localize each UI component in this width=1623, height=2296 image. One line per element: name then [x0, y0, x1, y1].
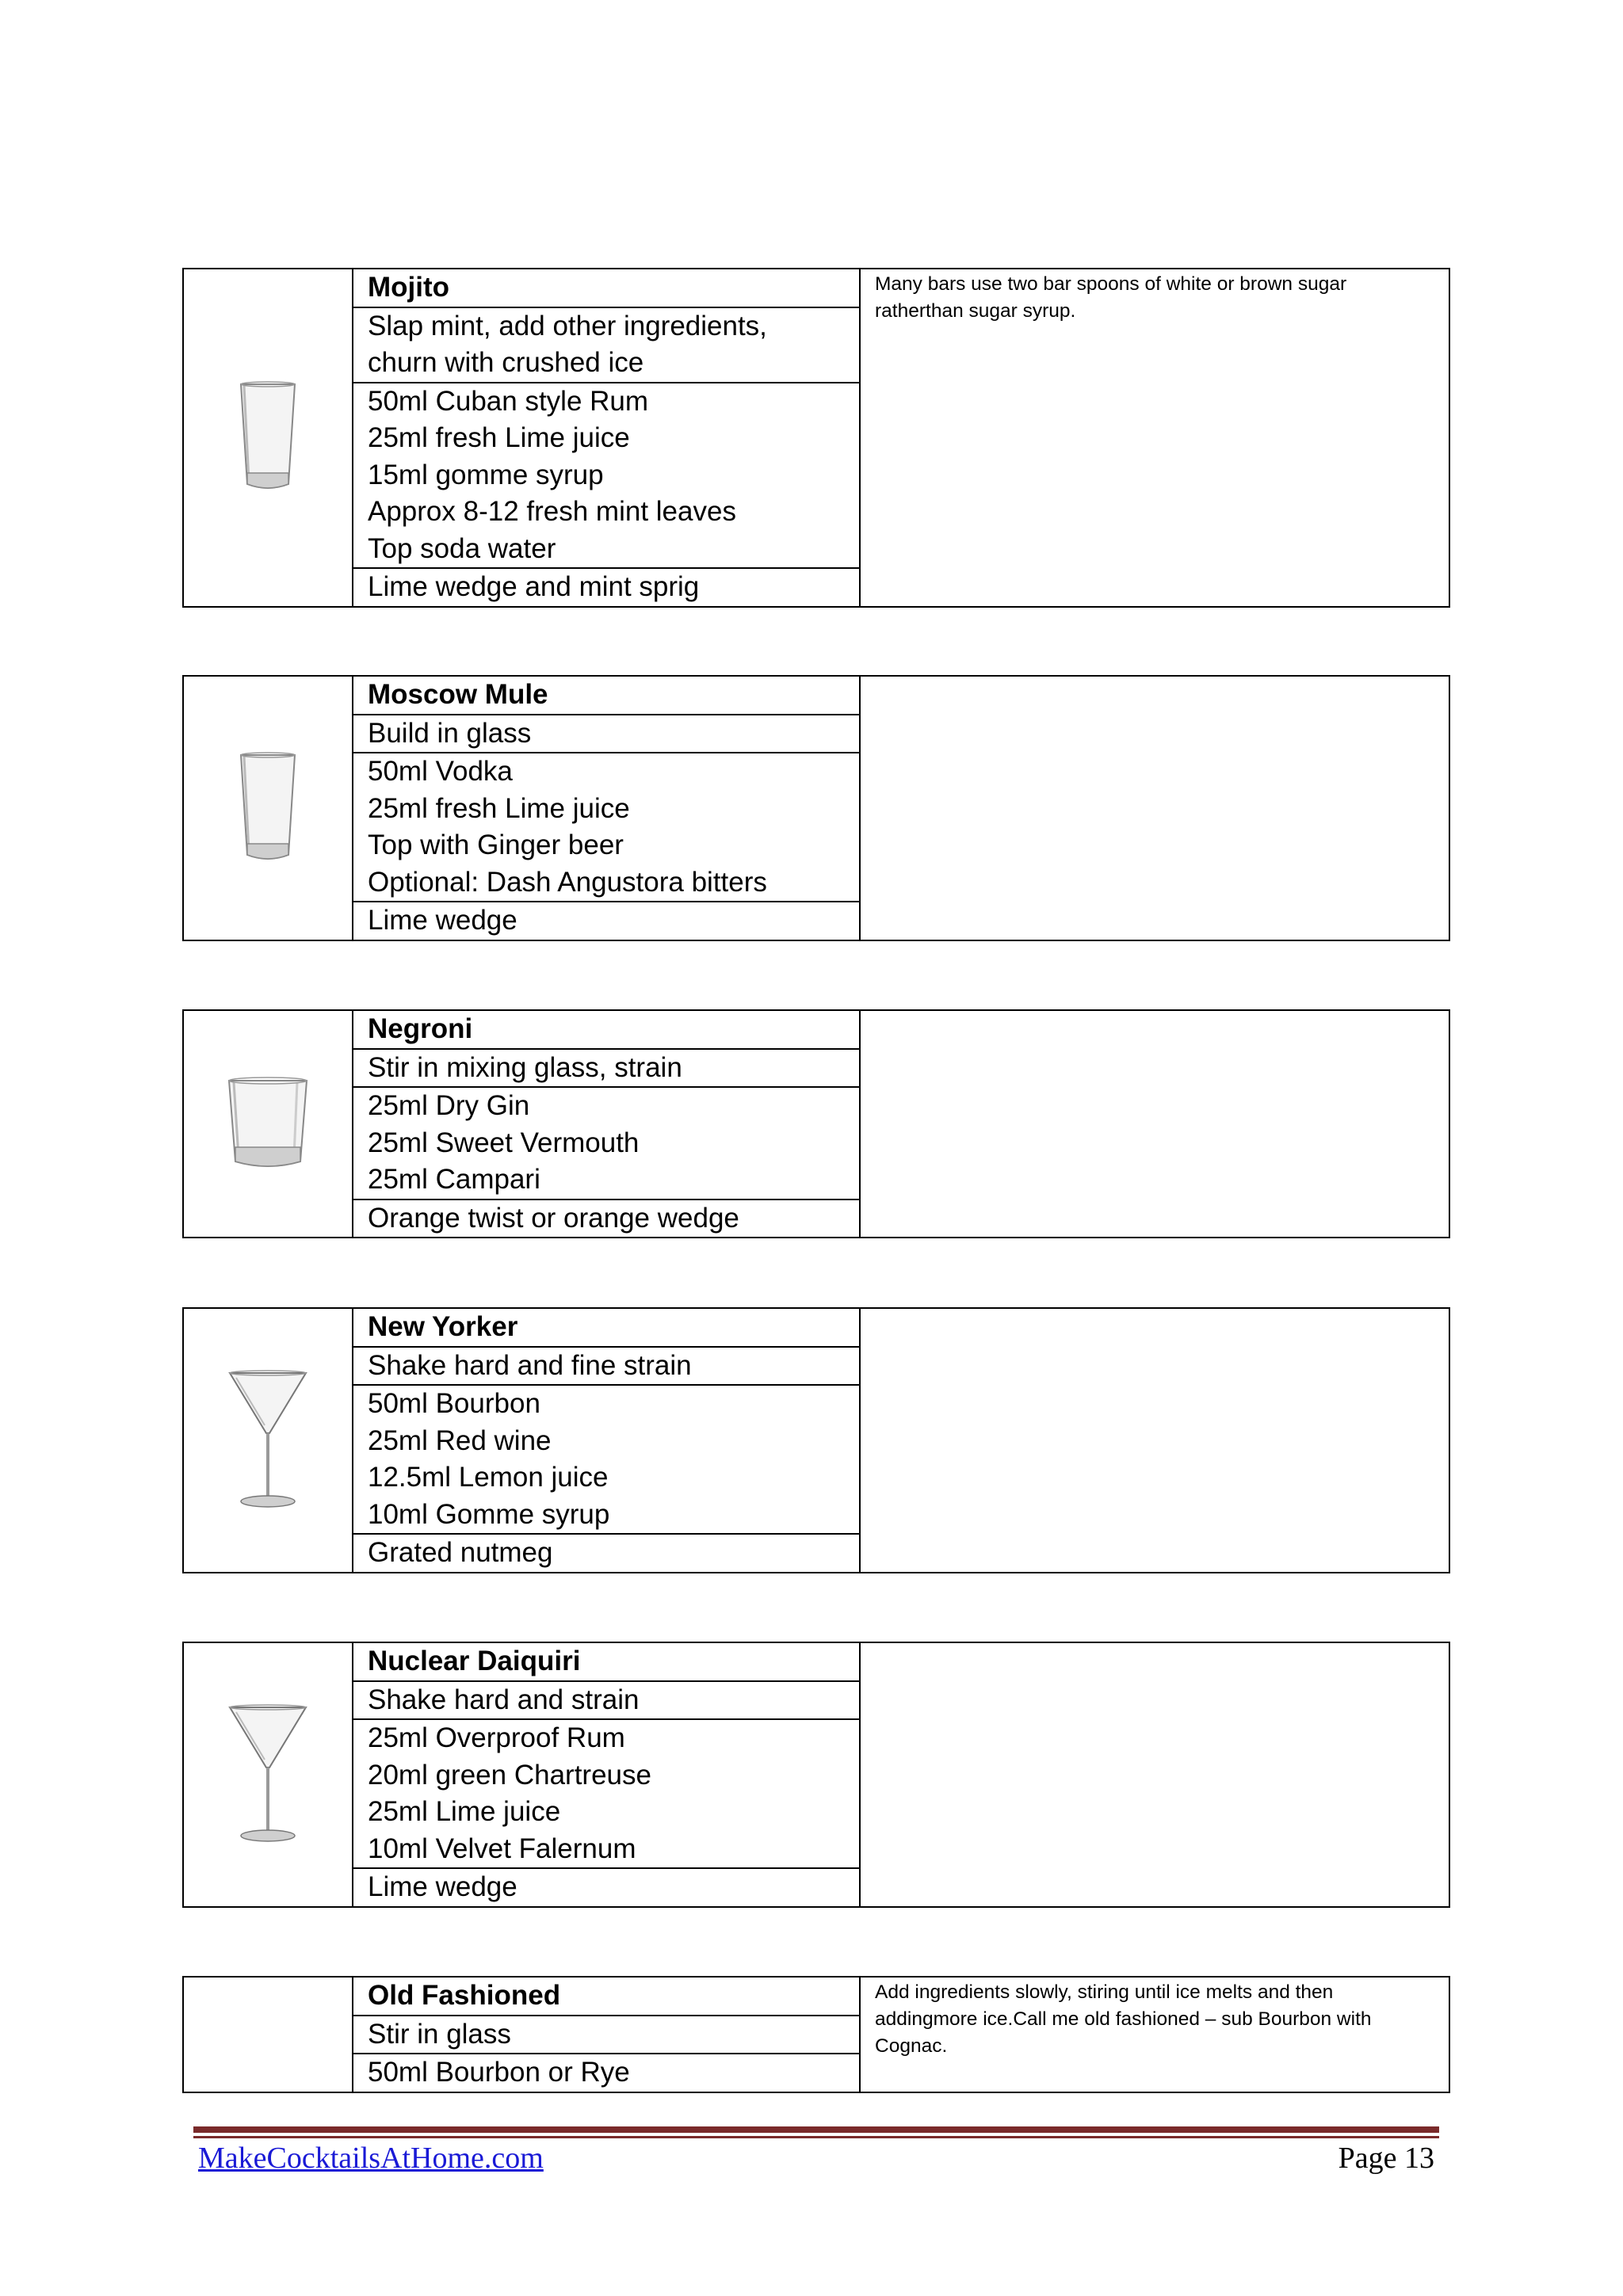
notes: [861, 1309, 1449, 1572]
highball-glass-icon: [236, 750, 300, 866]
ingredients: [353, 1086, 859, 1199]
recipe-details: [353, 677, 861, 940]
footer-site-link[interactable]: MakeCocktailsAtHome.com: [198, 2142, 544, 2175]
glass-cell: [184, 677, 353, 940]
page-number: Page 13: [1338, 2142, 1434, 2175]
ingredients: [353, 382, 859, 568]
garnish: Lime wedge: [353, 1867, 859, 1906]
ingredients-line: 10ml Velvet Falernum: [368, 1833, 636, 1864]
garnish: Lime wedge: [353, 901, 859, 940]
notes-line: Many bars use two bar spoons of white or brown sugar rather: [875, 273, 1347, 322]
recipe-details: [353, 1978, 861, 2092]
ingredients: [353, 2053, 859, 2092]
ingredients-line: 25ml Campari: [368, 1164, 540, 1195]
garnish: Lime wedge and mint sprig: [353, 567, 859, 606]
notes-line: more ice.: [933, 2008, 1014, 2030]
recipe-table-nuclear-daiquiri: [182, 1642, 1450, 1908]
method-line: Shake hard and fine strain: [368, 1349, 692, 1381]
notes-line: than sugar syrup.: [926, 300, 1076, 322]
cocktail-name: Nuclear Daiquiri: [368, 1646, 581, 1676]
martini-glass-icon: [227, 1368, 309, 1512]
method: [353, 714, 859, 753]
recipe-table-negroni: [182, 1009, 1450, 1238]
ingredients-line: 12.5ml Lemon juice: [368, 1462, 609, 1493]
method-line: churn with crushed ice: [368, 347, 644, 378]
ingredients-line: 10ml Gomme syrup: [368, 1498, 610, 1530]
rocks-glass-icon: [224, 1074, 311, 1174]
ingredients-line: 25ml fresh Lime juice: [368, 422, 630, 453]
ingredients-line: 25ml Dry Gin: [368, 1090, 530, 1121]
notes: [861, 1978, 1449, 2092]
ingredients-line: 25ml Overproof Rum: [368, 1722, 625, 1753]
garnish: Grated nutmeg: [353, 1533, 859, 1572]
method: [353, 2015, 859, 2054]
ingredients-line: 25ml Red wine: [368, 1425, 552, 1456]
ingredients: [353, 752, 859, 901]
recipe-details: [353, 1309, 861, 1572]
method-line: Slap mint, add other ingredients,: [368, 310, 767, 341]
recipe-details: [353, 269, 861, 606]
notes: [861, 269, 1449, 606]
notes-line: Call me old fashioned – sub Bourbon with Cognac.: [875, 2008, 1372, 2057]
method-line: Shake hard and strain: [368, 1684, 640, 1715]
cocktail-name: Old Fashioned: [368, 1980, 561, 2011]
ingredients-line: 25ml fresh Lime juice: [368, 792, 630, 824]
notes: [861, 677, 1449, 940]
glass-cell: [184, 1011, 353, 1237]
ingredients-line: Top soda water: [368, 532, 556, 564]
method: [353, 307, 859, 382]
cocktail-name: Negroni: [368, 1013, 473, 1044]
glass-cell: [184, 269, 353, 606]
garnish: Orange twist or orange wedge: [353, 1199, 859, 1238]
ingredients: [353, 1718, 859, 1867]
ingredients-line: 50ml Bourbon: [368, 1388, 540, 1419]
recipe-table-new-yorker: [182, 1307, 1450, 1573]
highball-glass-icon: [236, 379, 300, 495]
martini-glass-icon: [227, 1703, 309, 1847]
method-line: Stir in mixing glass, strain: [368, 1051, 682, 1083]
ingredients-line: Approx 8-12 fresh mint leaves: [368, 496, 736, 527]
glass-cell: [184, 1309, 353, 1572]
method-line: Build in glass: [368, 717, 532, 749]
cocktail-name: Mojito: [368, 272, 450, 303]
glass-cell: [184, 1643, 353, 1906]
ingredients-line: Top with Ginger beer: [368, 830, 624, 860]
cocktail-name: New Yorker: [368, 1311, 518, 1342]
recipe-table-old-fashioned: [182, 1976, 1450, 2093]
ingredients-line: 25ml Sweet Vermouth: [368, 1127, 640, 1158]
ingredients-line: 15ml gomme syrup: [368, 459, 604, 490]
ingredients-line: 50ml Bourbon or Rye: [368, 2057, 630, 2088]
recipe-details: [353, 1011, 861, 1237]
ingredients-line: 25ml Lime juice: [368, 1796, 561, 1827]
recipe-details: [353, 1643, 861, 1906]
method: [353, 1048, 859, 1087]
recipe-table-moscow-mule: [182, 675, 1450, 941]
method: [353, 1680, 859, 1719]
ingredients: [353, 1384, 859, 1533]
ingredients-line: 50ml Vodka: [368, 756, 513, 787]
recipe-table-mojito: [182, 268, 1450, 608]
ingredients-line: 50ml Cuban style Rum: [368, 385, 649, 417]
cocktail-name: Moscow Mule: [368, 679, 548, 710]
notes: [861, 1011, 1449, 1237]
ingredients-line: 20ml green Chartreuse: [368, 1759, 651, 1791]
method-line: Stir in glass: [368, 2018, 511, 2050]
footer-rule: [193, 2126, 1439, 2133]
ingredients-line: Optional: Dash Angustora bitters: [368, 866, 767, 898]
notes-line: Add ingredients slowly, stiring until ice melts and then adding: [875, 1981, 1334, 2030]
notes: [861, 1643, 1449, 1906]
glass-cell: [184, 1978, 353, 2092]
method: [353, 1346, 859, 1385]
footer-rule-thin: [193, 2136, 1439, 2138]
